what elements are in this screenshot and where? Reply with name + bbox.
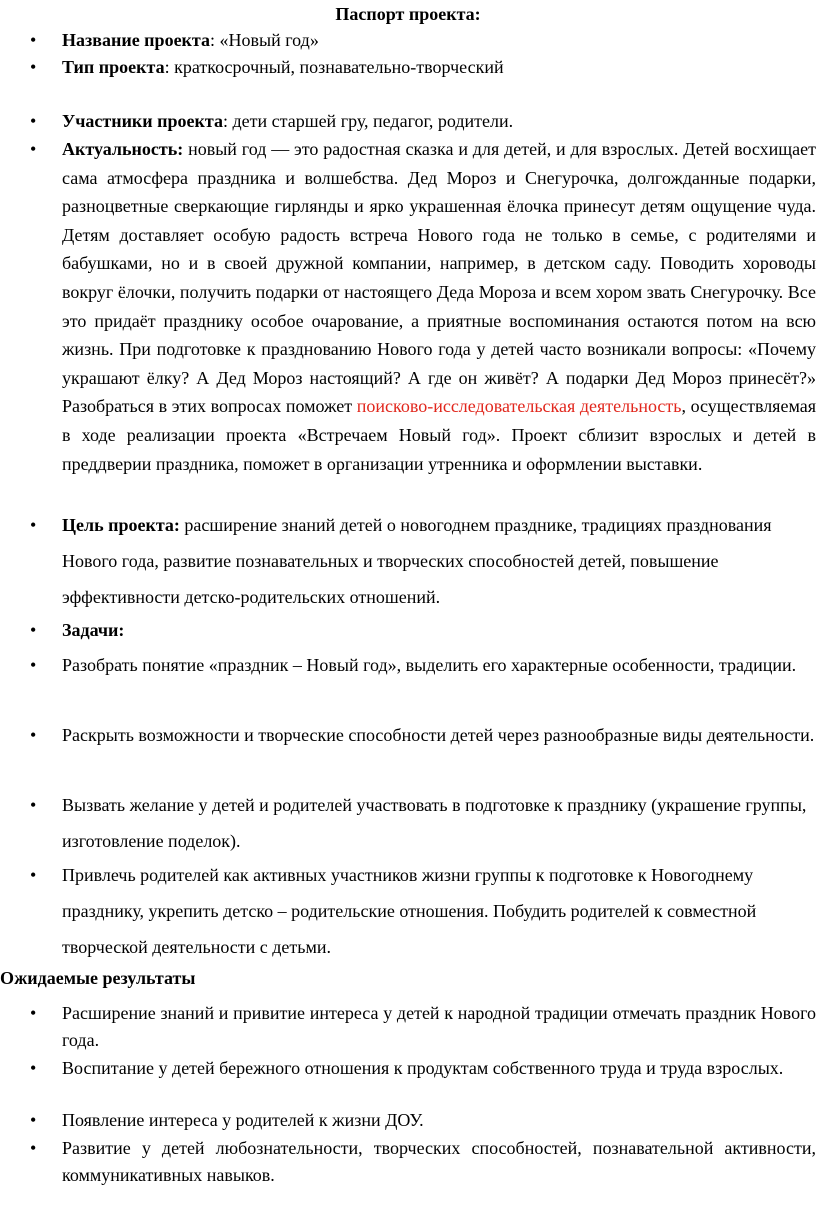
- bullet: •: [30, 655, 37, 675]
- bullet: •: [30, 620, 37, 640]
- bullet: •: [30, 1003, 37, 1023]
- project-type-value: краткосрочный, познавательно-творческий: [174, 57, 504, 77]
- result-text: Развитие у детей любознательности, творческих способностей, познавательной активности, коммуникативных навыков.: [62, 1138, 816, 1185]
- goal-value: расширение знаний детей о новогоднем празднике, традициях празднования Нового года, развитие познавательных и творческих способностей детей, повышение эффективности детско-родительских отношений.: [62, 515, 772, 607]
- page-title: Паспорт проекта:: [335, 4, 481, 24]
- bullet: •: [30, 139, 37, 159]
- bullet: •: [30, 865, 37, 885]
- bullet: •: [30, 57, 37, 77]
- bullet: •: [30, 795, 37, 815]
- goal-label: Цель проекта:: [62, 515, 180, 535]
- bullet: •: [30, 1138, 37, 1158]
- bullet: •: [30, 111, 37, 131]
- result-text: Расширение знаний и привитие интереса у детей к народной традиции отмечать праздник Нового года.: [62, 1003, 816, 1050]
- result-text: Появление интереса у родителей к жизни ДОУ.: [62, 1110, 424, 1130]
- task-text: Разобрать понятие «праздник – Новый год», выделить его характерные особенности, традиции.: [62, 655, 797, 675]
- project-name-label: Название проекта: [62, 30, 210, 50]
- bullet: •: [30, 1110, 37, 1130]
- project-name-text: Название проекта: «Новый год»: [62, 30, 319, 50]
- project-type-text: Тип проекта: краткосрочный, познавательно-творческий: [62, 57, 504, 77]
- relevance-highlight: поисково-исследовательская деятельность: [356, 396, 682, 417]
- task-text: Вызвать желание у детей и родителей участвовать в подготовке к празднику (украшение группы, изготовление поделок).: [62, 795, 807, 851]
- task-text: Привлечь родителей как активных участников жизни группы к подготовке к Новогоднему празднику, укрепить детско – родительские отношения. Побудить родителей к совместной творческой деятельности с детьми.: [62, 865, 757, 957]
- participants-label: Участники проекта: [62, 111, 223, 131]
- project-name-value: «Новый год»: [219, 30, 319, 50]
- relevance-label: Актуальность:: [62, 139, 184, 159]
- results-heading: Ожидаемые результаты: [0, 968, 196, 988]
- bullet: •: [30, 30, 37, 50]
- bullet: •: [30, 515, 37, 535]
- participants-value: дети старшей гру, педагог, родители.: [232, 111, 514, 131]
- project-type-label: Тип проекта: [62, 57, 165, 77]
- tasks-heading: Задачи:: [62, 620, 125, 640]
- task-text: Раскрыть возможности и творческие способности детей через разнообразные виды деятельности.: [62, 725, 815, 745]
- bullet: •: [30, 725, 37, 745]
- participants-text: Участники проекта: дети старшей гру, педагог, родители.: [62, 111, 514, 131]
- bullet: •: [30, 1058, 37, 1078]
- relevance-text: Актуальность: новый год — это радостная сказка и для детей, и для взрослых. Детей восхищает сама атмосфера праздника и волшебства. Дед Мороз и Снегурочка, долгожданные подарки, разноцветные сверкающие гирлянды и ярко украшенная ёлочка принесут детям ощущение чуда. Детям доставляет особую радость встреча Нового года не только в семье, с родителями и бабушками, но и в своей дружной компании, например, в детском саду. Поводить хороводы вокруг ёлочки, получить подарки от настоящего Деда Мороза и всем хором звать Снегурочку. Все это придаёт празднику особое очарование, а приятные воспоминания остаются потом на всю жизнь. При подготовке к празднованию Нового года у детей часто возникали вопросы: «Почему украшают ёлку? А Дед Мороз настоящий? А где он живёт? А подарки Дед Мороз принесёт?» Разобраться в этих вопросах поможет поисково-исследовательская деятельность, осуществляемая в ходе реализации проекта «Встречаем Новый год». Проект сблизит взрослых и детей в преддверии праздника, поможет в организации утренника и оформлении выставки.: [62, 139, 816, 474]
- goal-text: [62, 507, 816, 615]
- result-text: Воспитание у детей бережного отношения к продуктам собственного труда и труда взрослых.: [62, 1058, 784, 1078]
